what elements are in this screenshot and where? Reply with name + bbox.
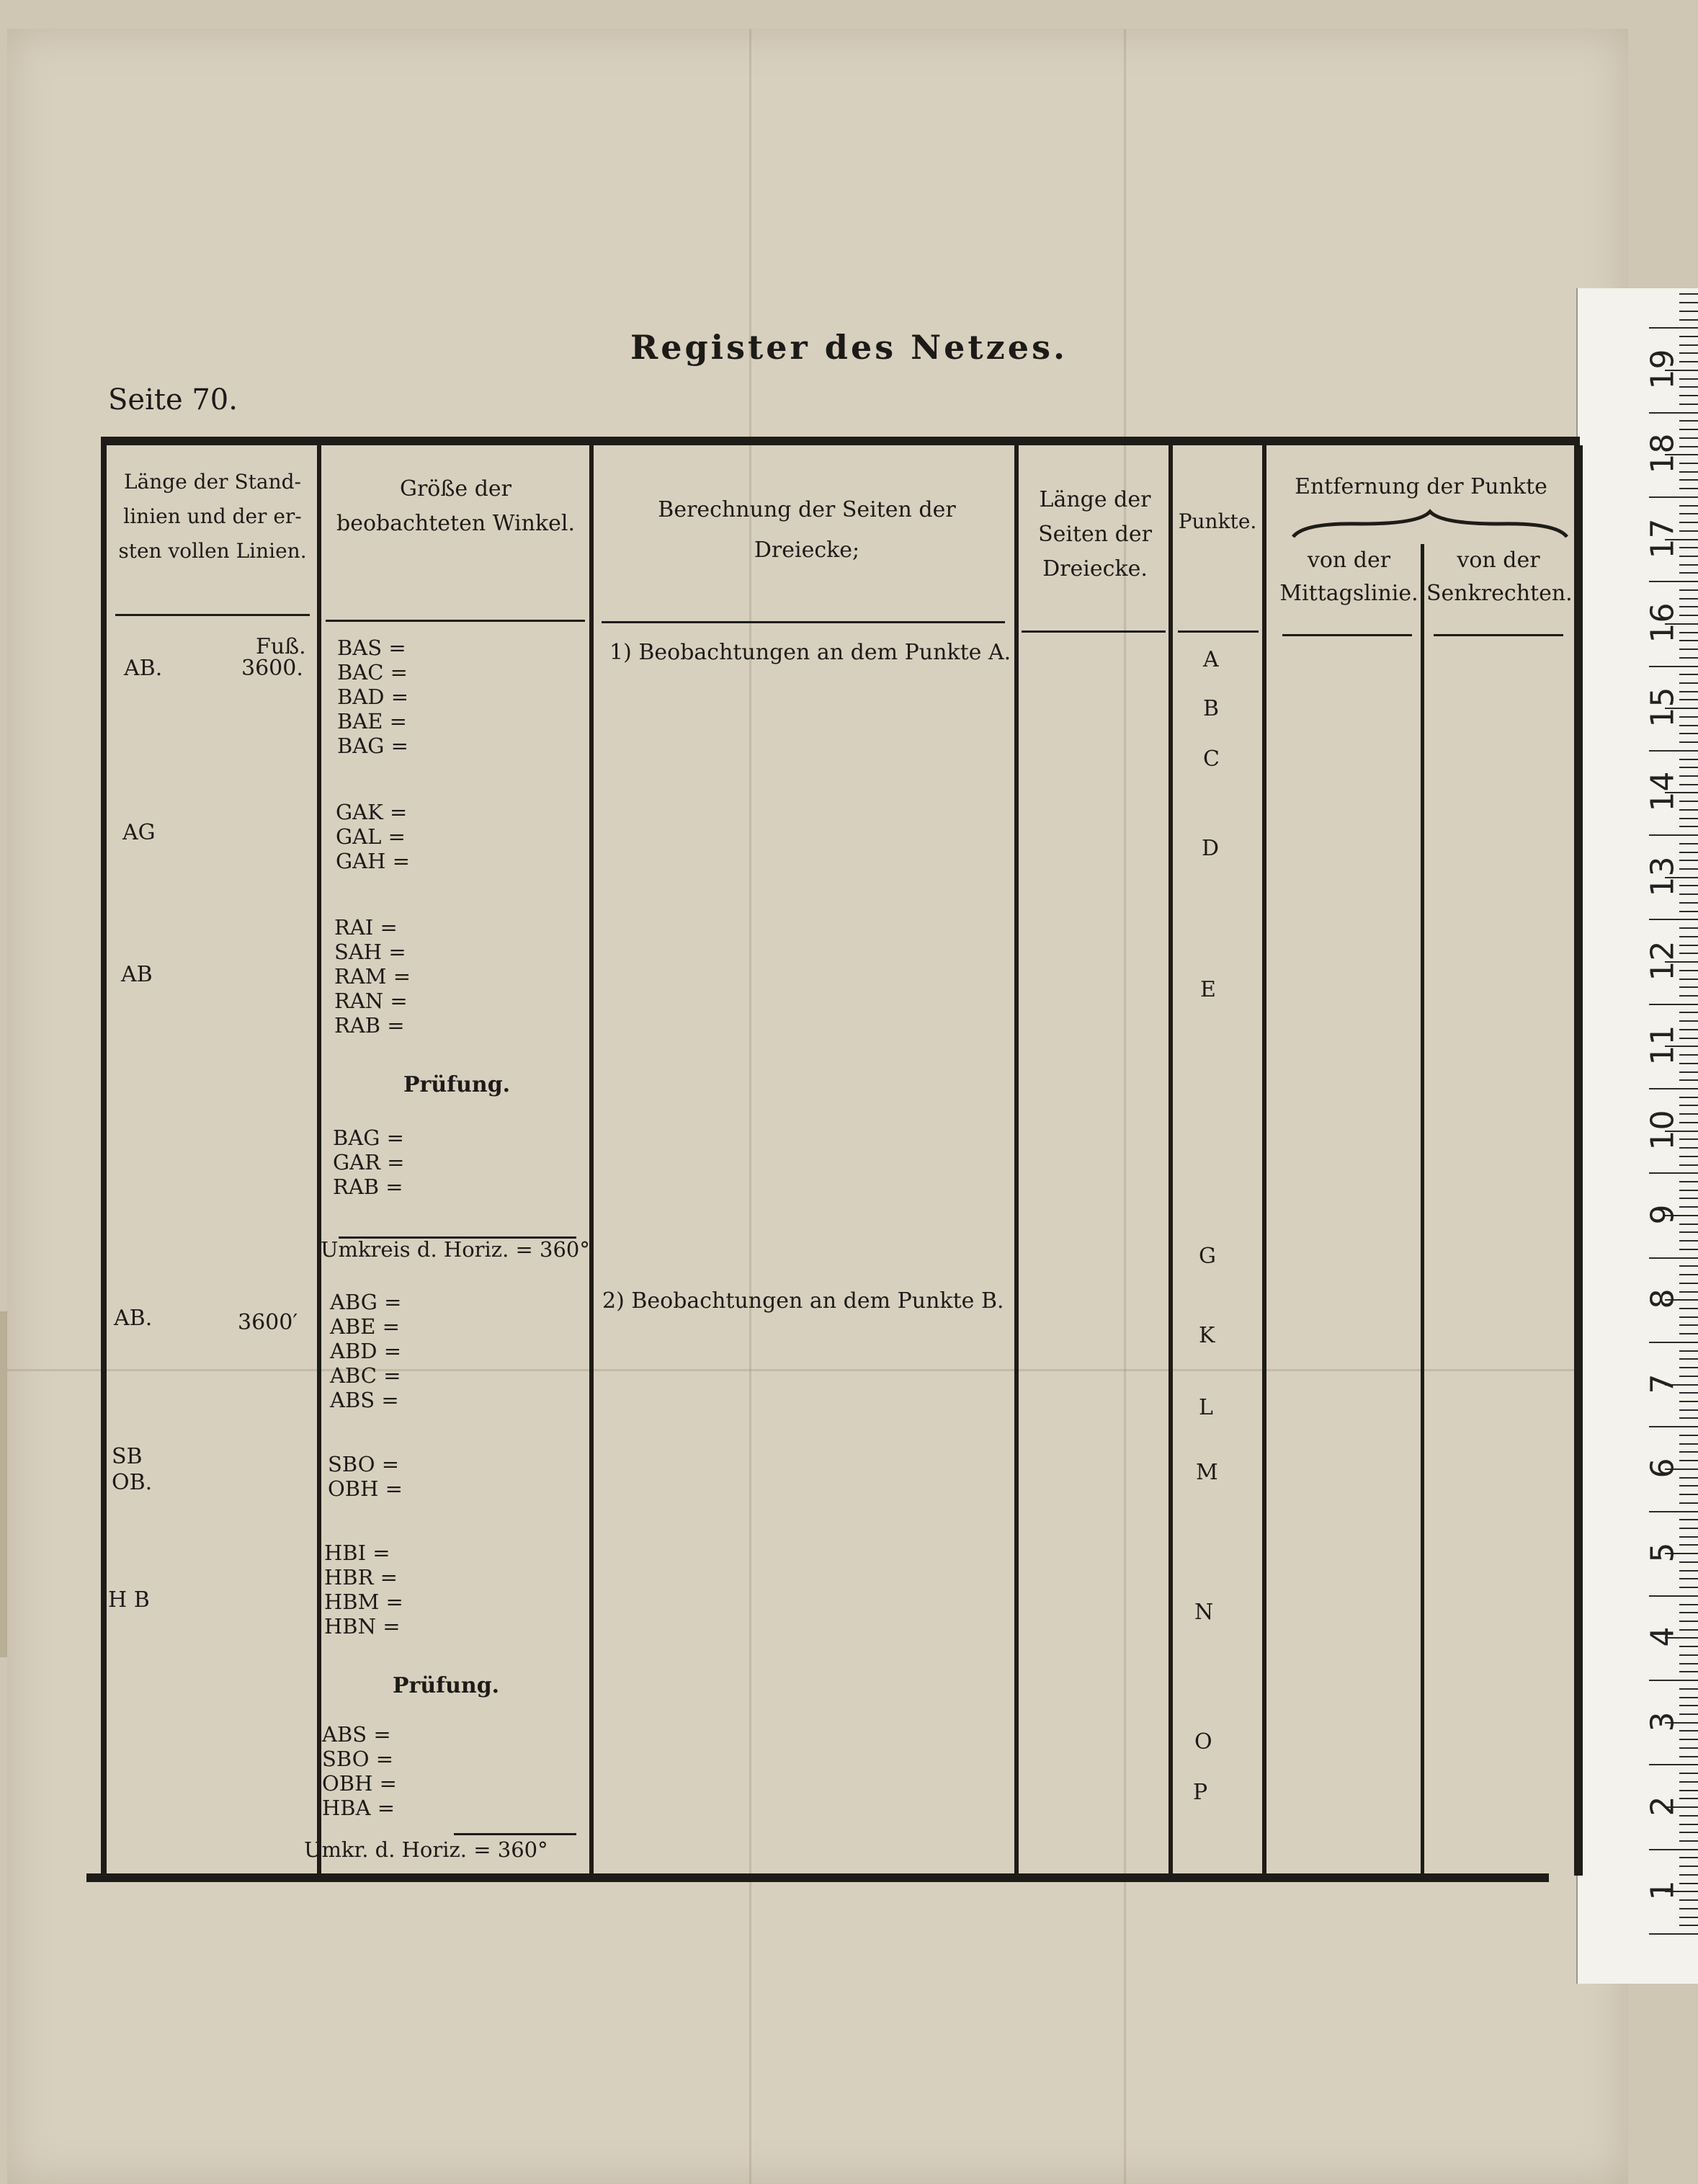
sum-total: Umkr. d. Horiz. = 360° <box>304 1837 548 1862</box>
ruler-tick <box>1649 1172 1698 1174</box>
ruler-tick <box>1679 1460 1698 1461</box>
ruler-tick <box>1679 767 1698 768</box>
ruler-tick <box>1679 488 1698 489</box>
ruler-tick <box>1679 1790 1698 1791</box>
ruler-number: 1 <box>1644 1880 1681 1901</box>
ruler-tick <box>1679 986 1698 988</box>
ruler-tick <box>1679 1587 1698 1588</box>
ruler-tick <box>1679 1029 1698 1030</box>
document-title: Register des Netzes. <box>630 328 1068 367</box>
point-label: N <box>1194 1600 1214 1625</box>
angle-group <box>330 1290 401 1412</box>
header-col2: Größe der beobachteten Winkel. <box>336 476 575 536</box>
ruler-number: 18 <box>1644 433 1681 474</box>
angle-entry: BAG = <box>337 734 408 758</box>
header-rule <box>1282 634 1412 636</box>
point-label: E <box>1200 977 1216 1002</box>
ruler-tick <box>1649 666 1698 667</box>
ruler-tick <box>1679 1713 1698 1715</box>
ruler-tick <box>1679 302 1698 303</box>
ruler-tick <box>1679 1502 1698 1504</box>
ruler-tick <box>1679 1435 1698 1436</box>
ruler-number: 4 <box>1644 1626 1681 1647</box>
check-label: Prüfung. <box>393 1673 500 1698</box>
ruler-tick <box>1679 1925 1698 1926</box>
angle-entry: SAH = <box>334 940 406 964</box>
ruler-tick <box>1679 386 1698 388</box>
angle-group <box>333 1126 404 1199</box>
ruler-tick <box>1679 1697 1698 1698</box>
point-label: P <box>1193 1780 1208 1805</box>
ruler-tick <box>1679 995 1698 997</box>
ruler-tick <box>1679 1265 1698 1267</box>
ruler-tick <box>1679 657 1698 659</box>
ruler-tick <box>1649 496 1698 498</box>
ruler-number: 2 <box>1644 1796 1681 1817</box>
ruler-tick <box>1679 784 1698 785</box>
ruler-tick <box>1649 1764 1698 1765</box>
ruler-tick <box>1679 1350 1698 1352</box>
point-label: O <box>1194 1729 1212 1755</box>
header-rule <box>602 621 1005 623</box>
angle-group <box>336 800 410 873</box>
baseline-label: OB. <box>112 1470 153 1495</box>
measuring-ruler <box>1576 288 1698 1984</box>
column-divider <box>1421 544 1424 1873</box>
header-col5: Punkte. <box>1178 509 1257 533</box>
ruler-tick <box>1679 1240 1698 1242</box>
ruler-tick <box>1679 979 1698 980</box>
ruler-tick <box>1679 1105 1698 1106</box>
ruler-tick <box>1679 741 1698 743</box>
ruler-tick <box>1679 446 1698 447</box>
point-label: M <box>1196 1460 1218 1485</box>
angle-entry: RAI = <box>334 915 398 940</box>
table-right-border <box>1574 445 1583 1876</box>
ruler-tick <box>1679 615 1698 616</box>
ruler-tick <box>1679 1840 1698 1842</box>
ruler-tick <box>1679 1198 1698 1199</box>
brace-icon <box>1290 508 1570 544</box>
baseline-label: AB. <box>114 1306 153 1331</box>
ruler-tick <box>1679 378 1698 380</box>
ruler-tick <box>1649 919 1698 920</box>
table-top-border <box>104 437 1580 445</box>
ruler-number: 6 <box>1644 1458 1681 1479</box>
angle-group <box>322 1722 397 1820</box>
ruler-tick <box>1679 479 1698 481</box>
ruler-tick <box>1679 311 1698 312</box>
ruler-tick <box>1679 1832 1698 1833</box>
ruler-tick <box>1679 1874 1698 1876</box>
header-rule <box>115 614 310 616</box>
baseline-label: AB. <box>124 656 163 681</box>
angle-entry: ABD = <box>330 1339 402 1363</box>
ruler-tick <box>1679 463 1698 464</box>
ruler-tick <box>1679 1038 1698 1039</box>
ruler-tick <box>1679 1316 1698 1318</box>
point-label: L <box>1199 1395 1213 1420</box>
ruler-number: 12 <box>1644 940 1681 981</box>
point-label: A <box>1203 647 1219 672</box>
header-rule <box>326 620 585 622</box>
ruler-tick <box>1679 893 1698 895</box>
ruler-tick <box>1679 674 1698 675</box>
ruler-tick <box>1679 1190 1698 1191</box>
header-col4: Länge der Seiten der Dreiecke. <box>1038 487 1152 581</box>
ruler-tick <box>1679 1494 1698 1495</box>
ruler-tick <box>1679 809 1698 811</box>
ruler-tick <box>1679 759 1698 760</box>
ruler-tick <box>1679 1409 1698 1411</box>
ruler-tick <box>1679 530 1698 532</box>
ruler-tick <box>1679 733 1698 734</box>
ruler-tick <box>1679 640 1698 641</box>
ruler-tick <box>1679 1866 1698 1867</box>
ruler-number: 9 <box>1644 1204 1681 1225</box>
header-rule <box>1178 630 1259 633</box>
angle-entry: ABS = <box>322 1722 391 1747</box>
angle-entry: BAD = <box>337 685 409 709</box>
ruler-tick <box>1679 927 1698 929</box>
ruler-tick <box>1679 1249 1698 1250</box>
ruler-tick <box>1679 1274 1698 1275</box>
ruler-tick <box>1649 1680 1698 1681</box>
ruler-tick <box>1679 1688 1698 1690</box>
ruler-tick <box>1679 420 1698 422</box>
ruler-number: 17 <box>1644 518 1681 559</box>
ruler-tick <box>1679 1181 1698 1182</box>
ruler-tick <box>1679 682 1698 684</box>
ruler-number: 11 <box>1644 1025 1681 1066</box>
ruler-tick <box>1679 1663 1698 1664</box>
angle-entry: HBA = <box>322 1796 396 1820</box>
ruler-tick <box>1679 902 1698 904</box>
ruler-tick <box>1679 1079 1698 1081</box>
angle-entry: ABE = <box>330 1314 400 1339</box>
ruler-tick <box>1649 1933 1698 1935</box>
point-label: B <box>1203 696 1220 721</box>
header-col6b: von der Senkrechten. <box>1426 548 1573 606</box>
table-left-border <box>101 437 107 1878</box>
ruler-tick <box>1679 801 1698 802</box>
ruler-tick <box>1679 564 1698 566</box>
header-col1: Länge der Stand-linien und der er-sten vollen Linien. <box>118 470 307 563</box>
check-label: Prüfung. <box>403 1072 511 1097</box>
baseline-value: 3600. <box>241 656 303 681</box>
ruler-tick <box>1679 1054 1698 1056</box>
ruler-tick <box>1679 1231 1698 1233</box>
ruler-tick <box>1679 437 1698 439</box>
ruler-tick <box>1679 1671 1698 1672</box>
ruler-tick <box>1679 404 1698 405</box>
ruler-tick <box>1679 589 1698 591</box>
calculation-heading: 2) Beobachtungen an dem Punkte B. <box>602 1288 1004 1314</box>
ruler-tick <box>1679 1417 1698 1419</box>
ruler-tick <box>1679 1730 1698 1731</box>
ruler-tick <box>1679 1477 1698 1479</box>
ruler-tick <box>1679 556 1698 557</box>
ruler-tick <box>1679 1392 1698 1394</box>
ruler-tick <box>1649 1511 1698 1512</box>
table-bottom-border <box>86 1873 1549 1882</box>
fold-line <box>7 1369 1628 1371</box>
ruler-tick <box>1679 1883 1698 1884</box>
ruler-tick <box>1679 1544 1698 1546</box>
ruler-tick <box>1679 1376 1698 1377</box>
ruler-tick <box>1679 471 1698 473</box>
ruler-tick <box>1679 691 1698 692</box>
ruler-tick <box>1679 1756 1698 1757</box>
angle-entry: HBN = <box>324 1614 401 1639</box>
ruler-tick <box>1679 1367 1698 1368</box>
column-divider <box>1169 445 1173 1873</box>
ruler-tick <box>1679 818 1698 819</box>
ruler-tick <box>1679 1485 1698 1487</box>
ruler-tick <box>1679 1781 1698 1783</box>
angle-entry: ABG = <box>330 1290 402 1314</box>
ruler-tick <box>1679 1113 1698 1115</box>
ruler-tick <box>1679 1646 1698 1647</box>
ruler-tick <box>1679 1097 1698 1098</box>
angle-group <box>324 1541 403 1639</box>
angle-entry: HBM = <box>324 1590 403 1614</box>
ruler-tick <box>1679 1604 1698 1605</box>
angle-entry: RAB = <box>334 1013 405 1038</box>
ruler-tick <box>1679 936 1698 937</box>
ruler-tick <box>1679 826 1698 827</box>
ruler-tick <box>1679 1629 1698 1631</box>
angle-entry: RAB = <box>333 1175 403 1199</box>
ruler-tick <box>1679 852 1698 853</box>
ruler-tick <box>1649 1088 1698 1089</box>
ruler-tick <box>1679 885 1698 886</box>
sum-rule <box>454 1833 576 1835</box>
header-col3: Berechnung der Seiten der Dreiecke; <box>658 497 956 563</box>
point-label: G <box>1199 1244 1216 1269</box>
ruler-tick <box>1679 606 1698 607</box>
ruler-tick <box>1679 1621 1698 1622</box>
ruler-tick <box>1679 1164 1698 1166</box>
baseline-label: AB <box>121 962 153 987</box>
ruler-tick <box>1679 1705 1698 1706</box>
angle-entry: OBH = <box>328 1476 403 1501</box>
ruler-tick <box>1679 1122 1698 1123</box>
header-rule <box>1022 630 1166 633</box>
ruler-tick <box>1679 1283 1698 1284</box>
angle-entry: BAE = <box>337 709 407 734</box>
column-divider <box>1014 445 1019 1873</box>
angle-entry: BAC = <box>337 660 408 685</box>
ruler-number: 13 <box>1644 856 1681 897</box>
ruler-tick <box>1679 1747 1698 1749</box>
baseline-value: 3600′ <box>238 1310 298 1335</box>
ruler-tick <box>1679 1654 1698 1656</box>
angle-entry: SBO = <box>322 1747 394 1771</box>
angle-entry: BAS = <box>337 636 406 660</box>
header-rule <box>1434 634 1563 636</box>
ruler-tick <box>1679 1739 1698 1740</box>
ruler-tick <box>1679 1324 1698 1326</box>
ruler-tick <box>1679 1156 1698 1157</box>
unit-label: Fuß. <box>256 634 306 659</box>
ruler-tick <box>1679 1536 1698 1538</box>
angle-entry: HBR = <box>324 1565 398 1590</box>
angle-entry: GAL = <box>336 824 406 849</box>
ruler-tick <box>1679 1063 1698 1064</box>
ruler-tick <box>1679 1012 1698 1013</box>
baseline-label: SB <box>112 1444 143 1469</box>
ruler-tick <box>1679 395 1698 396</box>
ruler-tick <box>1649 1004 1698 1005</box>
ruler-tick <box>1679 648 1698 650</box>
ruler-tick <box>1679 1570 1698 1572</box>
angle-entry: SBO = <box>328 1452 400 1476</box>
page-reference: Seite 70. <box>108 383 238 416</box>
ruler-tick <box>1679 775 1698 777</box>
ruler-tick <box>1679 843 1698 844</box>
point-label: K <box>1199 1323 1215 1348</box>
ruler-tick <box>1679 1857 1698 1858</box>
ruler-tick <box>1679 547 1698 548</box>
baseline-label: H B <box>108 1587 150 1613</box>
angle-entry: GAH = <box>336 849 410 873</box>
ruler-tick <box>1679 632 1698 633</box>
point-label: D <box>1202 836 1220 861</box>
ruler-tick <box>1649 1257 1698 1259</box>
angle-group <box>334 915 411 1038</box>
ruler-tick <box>1679 860 1698 861</box>
ruler-tick <box>1679 1773 1698 1774</box>
ruler-tick <box>1679 598 1698 600</box>
ruler-tick <box>1679 1519 1698 1520</box>
header-col6a: von der Mittagslinie. <box>1279 548 1418 606</box>
ruler-tick <box>1679 1401 1698 1402</box>
angle-entry: GAK = <box>336 800 408 824</box>
ruler-tick <box>1679 1824 1698 1825</box>
angle-entry: RAM = <box>334 964 411 989</box>
ruler-tick <box>1649 1849 1698 1850</box>
ruler-tick <box>1679 1224 1698 1225</box>
ruler-number: 3 <box>1644 1711 1681 1732</box>
ruler-tick <box>1679 1798 1698 1799</box>
ruler-tick <box>1679 699 1698 700</box>
ruler-number: 10 <box>1644 1110 1681 1151</box>
ruler-tick <box>1679 522 1698 523</box>
ruler-tick <box>1679 1147 1698 1149</box>
ruler-tick <box>1679 1020 1698 1022</box>
ruler-number: 19 <box>1644 349 1681 390</box>
ruler-tick <box>1649 1595 1698 1597</box>
ruler-tick <box>1679 319 1698 321</box>
ruler-tick <box>1679 1071 1698 1073</box>
ruler-tick <box>1679 572 1698 574</box>
ruler-tick <box>1679 1528 1698 1529</box>
ruler-number: 14 <box>1644 771 1681 812</box>
ruler-tick <box>1679 725 1698 726</box>
ruler-tick <box>1679 429 1698 430</box>
column-divider <box>317 445 321 1873</box>
baseline-label: AG <box>122 820 156 845</box>
sum-total: Umkreis d. Horiz. = 360° <box>321 1237 590 1262</box>
ruler-tick <box>1679 868 1698 870</box>
angle-entry: ABS = <box>330 1388 399 1412</box>
ruler-tick <box>1679 1917 1698 1918</box>
ruler-tick <box>1679 1815 1698 1817</box>
ruler-tick <box>1649 1426 1698 1427</box>
ruler-tick <box>1679 1308 1698 1309</box>
angle-entry: RAN = <box>334 989 408 1013</box>
ruler-tick <box>1649 581 1698 582</box>
ruler-tick <box>1649 1342 1698 1343</box>
column-divider <box>589 445 594 1873</box>
ruler-tick <box>1649 750 1698 752</box>
ruler-tick <box>1679 1561 1698 1563</box>
ruler-number: 7 <box>1644 1373 1681 1394</box>
angle-entry: GAR = <box>333 1150 405 1175</box>
ruler-tick <box>1679 1612 1698 1613</box>
ruler-tick <box>1679 1333 1698 1334</box>
angle-entry: OBH = <box>322 1771 397 1796</box>
ruler-tick <box>1679 716 1698 718</box>
angle-entry: HBI = <box>324 1541 390 1565</box>
header-col6: Entfernung der Punkte <box>1295 474 1547 499</box>
ruler-tick <box>1679 513 1698 514</box>
ruler-tick <box>1679 1138 1698 1140</box>
ruler-tick <box>1679 505 1698 507</box>
column-divider <box>1262 445 1266 1873</box>
ruler-tick <box>1679 953 1698 954</box>
ruler-tick <box>1679 1578 1698 1579</box>
calculation-heading: 1) Beobachtungen an dem Punkte A. <box>609 640 1011 665</box>
ruler-tick <box>1679 1443 1698 1445</box>
angle-entry: ABC = <box>330 1363 401 1388</box>
ruler-tick <box>1679 911 1698 912</box>
angle-group <box>328 1452 403 1501</box>
ruler-tick <box>1679 945 1698 946</box>
ruler-number: 8 <box>1644 1288 1681 1309</box>
ruler-tick <box>1679 1291 1698 1293</box>
ruler-number: 16 <box>1644 602 1681 643</box>
ruler-tick <box>1679 293 1698 295</box>
ruler-tick <box>1649 834 1698 836</box>
ruler-tick <box>1649 412 1698 414</box>
ruler-tick <box>1679 970 1698 971</box>
angle-entry: BAG = <box>333 1126 404 1150</box>
angle-group <box>337 636 408 758</box>
ruler-number: 5 <box>1644 1542 1681 1563</box>
ruler-tick <box>1679 1908 1698 1909</box>
ruler-tick <box>1679 1358 1698 1360</box>
ruler-number: 15 <box>1644 687 1681 728</box>
ruler-tick <box>1679 1451 1698 1453</box>
ruler-tick <box>1679 1206 1698 1208</box>
point-label: C <box>1203 746 1220 772</box>
ruler-tick <box>1679 1899 1698 1901</box>
